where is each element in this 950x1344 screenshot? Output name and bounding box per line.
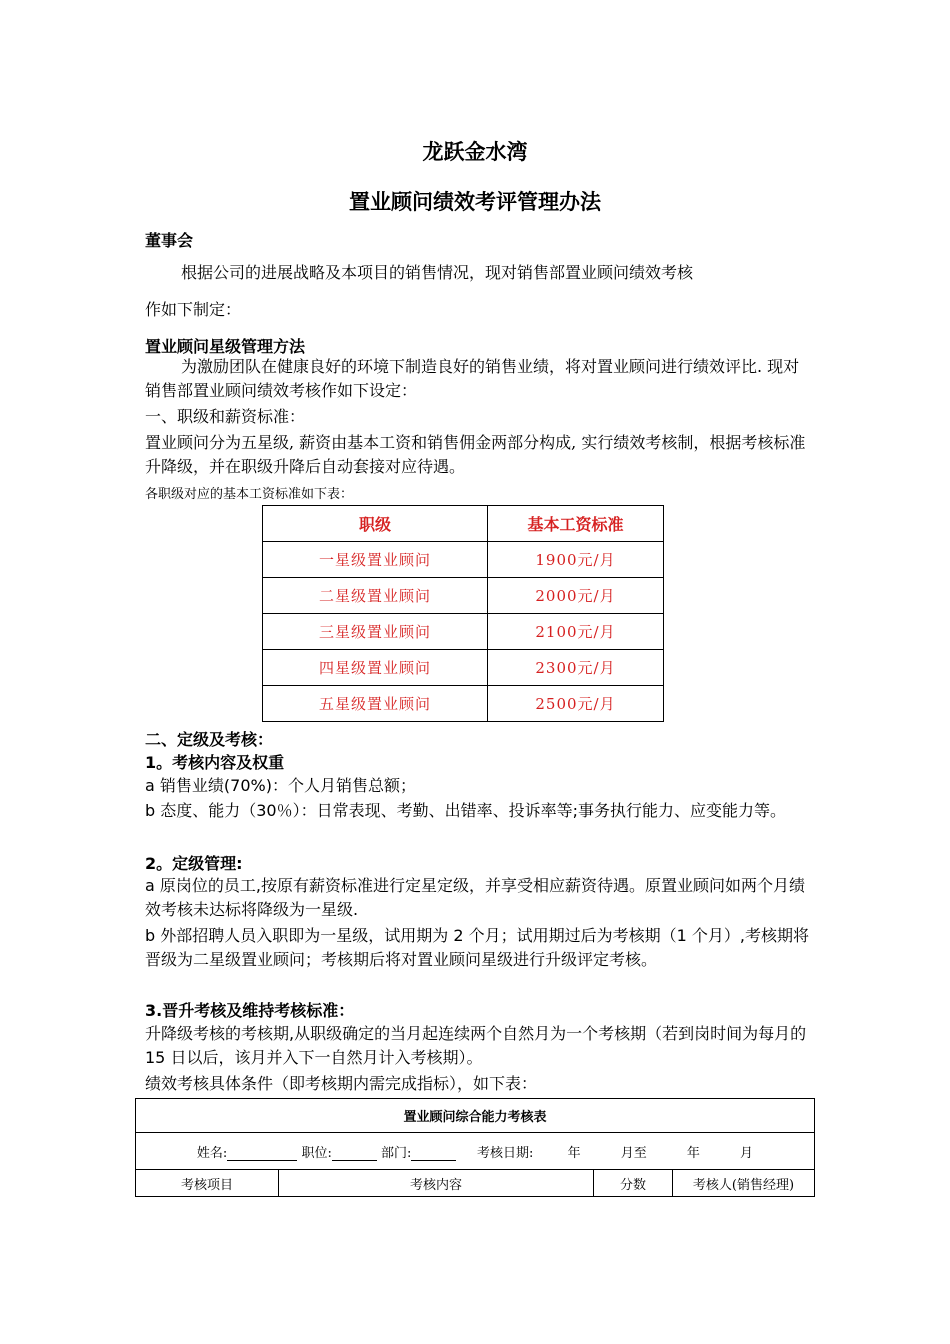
- section-2-title: 二、定级及考核：: [145, 730, 274, 749]
- salary-grade-table: [262, 505, 664, 722]
- intro-line-1: 根据公司的进展战略及本项目的销售情况，现对销售部置业顾问绩效考核: [181, 263, 694, 282]
- table-row: [263, 578, 664, 614]
- star-paragraph: 为激励团队在健康良好的环境下制造良好的销售业绩，将对置业顾问进行绩效评比. 现对销售部置业顾问绩效考核作如下设定：: [145, 357, 800, 400]
- section-1-title: 一、职级和薪资标准：: [145, 407, 306, 426]
- subsection-3-tail: 绩效考核具体条件（即考核期内需完成指标），如下表：: [145, 1074, 538, 1093]
- grade-cell: 二星级置业顾问: [263, 578, 488, 614]
- salary-cell: 2000元/月: [488, 578, 664, 614]
- salary-cell: 2100元/月: [488, 614, 664, 650]
- grade-cell: 四星级置业顾问: [263, 650, 488, 686]
- header-assessor: 考核人(销售经理): [673, 1170, 815, 1197]
- assessment-table: [135, 1098, 815, 1197]
- subsection-3-title: 3.晋升考核及维持考核标准：: [145, 1001, 355, 1020]
- header-grade: 职级: [263, 506, 488, 542]
- dept-field[interactable]: [411, 1146, 456, 1161]
- table-header-row: [263, 506, 664, 542]
- grade-cell: 三星级置业顾问: [263, 614, 488, 650]
- doc-subtitle: 置业顾问绩效考评管理办法: [349, 189, 601, 214]
- salary-cell: 2500元/月: [488, 686, 664, 722]
- header-score: 分数: [594, 1170, 673, 1197]
- salary-cell: 2300元/月: [488, 650, 664, 686]
- table-caption: 各职级对应的基本工资标准如下表：: [145, 487, 354, 502]
- subsection-2-item-b: b 外部招聘人员入职即为一星级，试用期为 2 个月；试用期过后为考核期（1 个月）,考核期将晋级为二星级置业顾问；考核期后将对置业顾问星级进行升级评定考核。: [145, 926, 809, 969]
- table-row: [263, 542, 664, 578]
- header-item: 考核项目: [136, 1170, 279, 1197]
- star-section-heading: 置业顾问星级管理方法: [145, 337, 306, 356]
- intro-line-2: 作如下制定：: [145, 300, 242, 319]
- salary-cell: 1900元/月: [488, 542, 664, 578]
- table-row: [263, 614, 664, 650]
- assessment-table-title: 置业顾问综合能力考核表: [136, 1099, 815, 1133]
- subsection-2-item-a: a 原岗位的员工,按原有薪资标准进行定星定级，并享受相应薪资待遇。原置业顾问如两个月绩效考核未达标将降级为一星级.: [145, 876, 805, 919]
- table-row: [263, 686, 664, 722]
- subsection-2-title: 2。定级管理:: [145, 854, 243, 873]
- subsection-1-title: 1。考核内容及权重: [145, 753, 285, 772]
- year-1: 年: [567, 1145, 581, 1161]
- position-field[interactable]: [332, 1146, 377, 1161]
- month-2: 月: [740, 1145, 754, 1161]
- header-salary: 基本工资标准: [488, 506, 664, 542]
- doc-title: 龙跃金水湾: [422, 139, 528, 164]
- grade-cell: 五星级置业顾问: [263, 686, 488, 722]
- section-1-paragraph: 置业顾问分为五星级, 薪资由基本工资和销售佣金两部分构成, 实行绩效考核制，根据考核标准升降级，并在职级升降后自动套接对应待遇。: [145, 433, 806, 476]
- header-content: 考核内容: [279, 1170, 594, 1197]
- subsection-1-item-a: a 销售业绩(70%)：个人月销售总额；: [145, 776, 416, 795]
- month-to: 月至: [620, 1145, 647, 1161]
- name-field[interactable]: [227, 1146, 297, 1161]
- board-heading: 董事会: [145, 231, 194, 250]
- grade-cell: 一星级置业顾问: [263, 542, 488, 578]
- subsection-1-item-b: b 态度、能力（30％）：日常表现、考勤、出错率、投诉率等;事务执行能力、应变能力等。: [145, 801, 786, 820]
- subsection-3-paragraph: 升降级考核的考核期,从职级确定的当月起连续两个自然月为一个考核期（若到岗时间为每月的 15 日以后，该月并入下一自然月计入考核期）。: [145, 1024, 807, 1067]
- name-label: 姓名:: [196, 1145, 228, 1161]
- assessment-info-row: [136, 1133, 815, 1170]
- date-label: 考核日期:: [477, 1145, 534, 1161]
- assessment-header-row: [136, 1170, 815, 1197]
- dept-label: 部门:: [380, 1145, 412, 1161]
- table-row: [263, 650, 664, 686]
- position-label: 职位:: [301, 1145, 332, 1161]
- year-2: 年: [686, 1145, 700, 1161]
